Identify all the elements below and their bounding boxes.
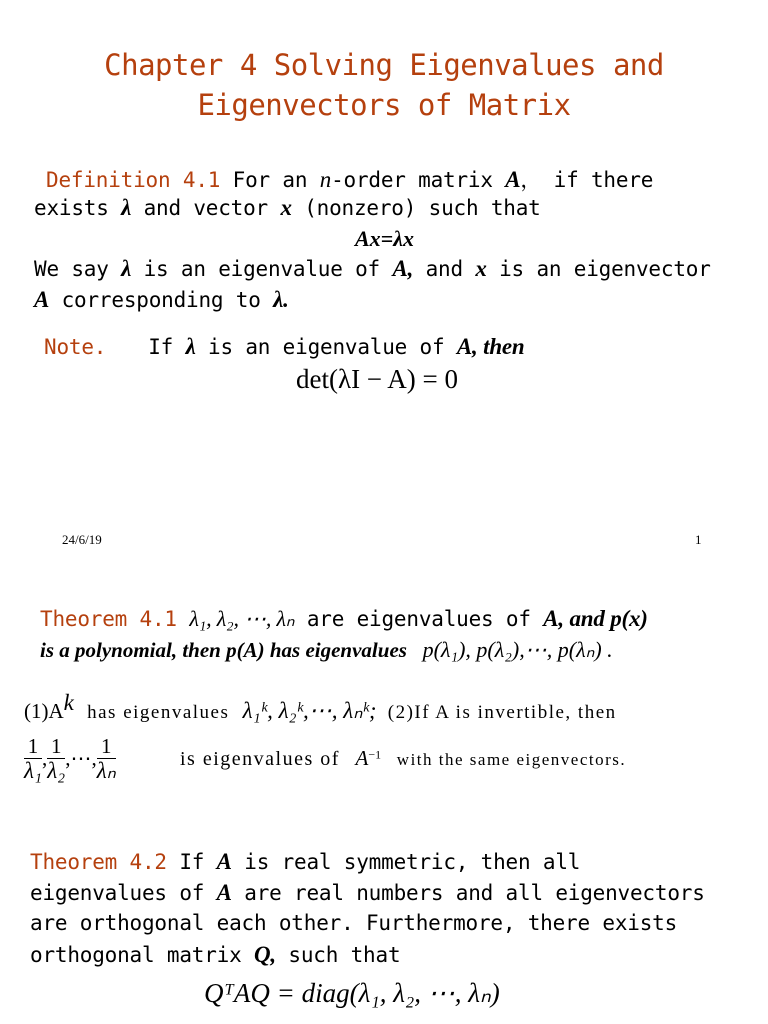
item1-text: has eigenvalues — [87, 702, 230, 723]
lambda-symbol: λ — [185, 334, 196, 359]
def-text: is an eigenvalue of — [131, 257, 393, 281]
theorem2-text: is real symmetric, then all — [231, 850, 581, 874]
definition-label: Definition 4.1 — [46, 168, 221, 192]
theorem1-polynomial-text: is a polynomial, then p(A) has eigenvalues — [40, 638, 407, 662]
def-text: corresponding to — [49, 288, 274, 312]
note-text: If — [148, 335, 186, 359]
theorem2-text: eigenvalues of — [30, 881, 217, 905]
matrix-A: A, — [392, 256, 414, 281]
item1-k: k — [63, 690, 74, 715]
theorem2-line4 — [30, 942, 400, 968]
slide-page-number: 1 — [695, 532, 702, 547]
theorem1-line2 — [40, 637, 613, 663]
theorem2-text: such that — [275, 943, 401, 967]
reciprocal-fractions — [24, 734, 116, 783]
slide1-title-line1: Chapter 4 Solving Eigenvalues and — [104, 48, 664, 82]
fraction-separator: , — [41, 746, 48, 770]
def-text: and — [413, 257, 476, 281]
theorem2-label: Theorem 4.2 — [30, 850, 167, 874]
theorem1-line1 — [40, 606, 648, 632]
def-text: ， if there — [520, 168, 654, 192]
matrix-A: A — [34, 287, 50, 312]
item2-inverse-exp: −1 — [368, 747, 382, 762]
theorem1-lambdas: λ₁, λ₂, ⋯, λₙ — [189, 606, 295, 631]
determinant-equation: det(λI − A) = 0 — [296, 364, 459, 394]
theorem2-text: If — [166, 850, 217, 874]
vector-x: x — [475, 256, 487, 281]
theorem1-pvalues: p(λ₁), p(λ₂),⋯, p(λₙ) . — [422, 637, 613, 662]
theorem1-label: Theorem 4.1 — [40, 607, 177, 631]
def-text: exists — [34, 196, 122, 220]
fraction-ellipsis: ,⋯, — [65, 746, 97, 770]
item2-line — [180, 746, 626, 771]
item2-matrix-A: A — [355, 746, 369, 770]
diagonalization-equation: QᵀAQ = diag(λ₁, λ₂, ⋯, λₙ) — [204, 978, 500, 1008]
lambda-symbol: λ — [121, 256, 132, 281]
theorem2-text: orthogonal matrix — [30, 943, 254, 967]
def-text: We say — [34, 257, 122, 281]
theorem2-line2 — [30, 880, 705, 906]
theorem2-A: A — [216, 849, 232, 874]
theorem2-text: are real numbers and all eigenvectors — [231, 881, 705, 905]
definition-line2 — [34, 195, 541, 221]
def-text: -order matrix — [331, 168, 506, 192]
def-n: n — [319, 167, 332, 192]
item1-powers: λ₁ᵏ, λ₂ᵏ,⋯, λₙᵏ; — [242, 698, 377, 723]
def-matrix-A: A — [505, 167, 521, 192]
lambda-symbol: λ — [121, 195, 132, 220]
slide1-title-line2: Eigenvectors of Matrix — [197, 88, 571, 122]
slide-date: 24/6/19 — [62, 532, 102, 547]
definition-line1 — [46, 164, 653, 194]
fraction-n: $\frac{1}{\text{λₙ}}$ — [96, 734, 116, 783]
def-text: and vector — [131, 196, 281, 220]
item2-text: is eigenvalues of — [180, 748, 340, 770]
def-text: (nonzero) such that — [291, 196, 541, 220]
lambda-symbol: λ. — [273, 287, 289, 312]
theorem2-line1 — [30, 849, 580, 875]
definition-line3 — [34, 256, 711, 282]
vector-x: x — [280, 195, 292, 220]
note-label: Note. — [44, 335, 107, 359]
note-text: is an eigenvalue of — [195, 335, 457, 359]
def-text: For an — [220, 168, 320, 192]
theorem1-A-px: A, and p(x) — [543, 606, 648, 631]
note-line — [44, 334, 525, 360]
theorem1-text: are eigenvalues of — [294, 607, 544, 631]
theorem2-A: A — [216, 880, 232, 905]
theorem2-line3: are orthogonal each other. Furthermore, there exists — [30, 911, 678, 935]
item2-text: (2)If A is invertible, then — [387, 702, 617, 723]
fraction-1: $\frac{1}{\text{λ₁}}$ — [24, 734, 42, 783]
note-matrix-A: A, then — [456, 334, 525, 359]
item2-text-rest: with the same eigenvectors. — [396, 750, 627, 769]
definition-line4 — [34, 287, 289, 313]
fraction-2: $\frac{1}{\text{λ₂}}$ — [47, 734, 66, 783]
corollary-line1 — [24, 690, 617, 724]
item1-power: (1)A — [24, 699, 64, 723]
def-text: is an eigenvector — [486, 257, 711, 281]
theorem2-Q: Q, — [253, 942, 276, 967]
eigen-equation: Ax=λx — [355, 226, 414, 251]
